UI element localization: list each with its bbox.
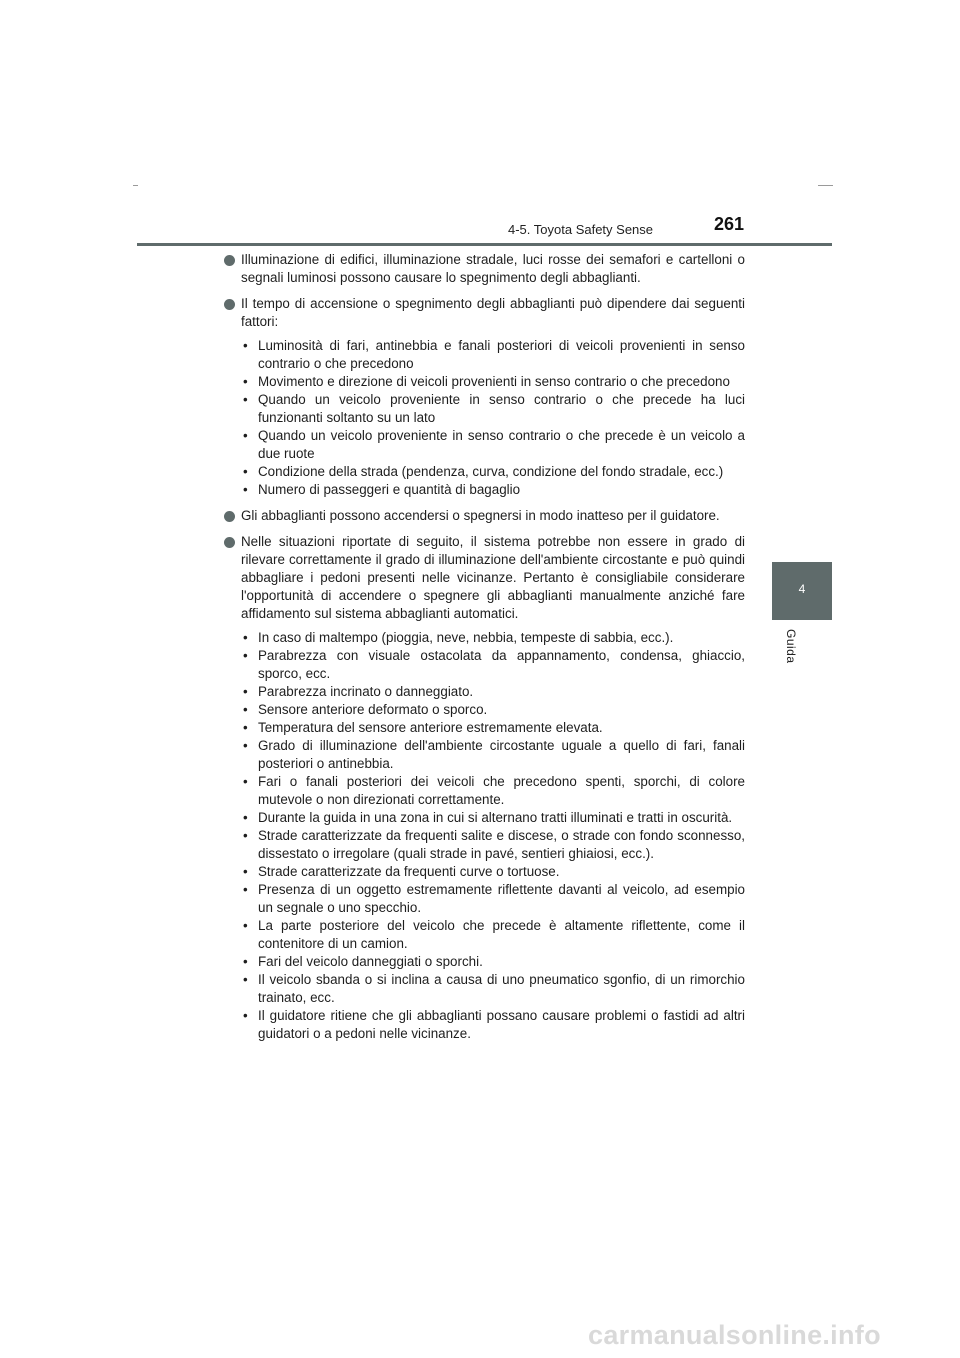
sub-list-item: • Il veicolo sbanda o si inclina a causa di uno pneumatico sgonfio, di un rimorchio trainato, ecc. — [241, 971, 745, 1007]
bullet-text: Illuminazione di edifici, illuminazione stradale, luci rosse dei semafori e cartelloni o segnali luminosi possono causare lo spegnimento degli abbaglianti. — [241, 252, 745, 285]
sub-list-item: • Condizione della strada (pendenza, curva, condizione del fondo stradale, ecc.) — [241, 463, 745, 481]
page-content — [224, 251, 745, 1051]
sub-list-item: • Temperatura del sensore anteriore estremamente elevata. — [241, 719, 745, 737]
chapter-tab — [772, 562, 832, 620]
sub-list — [224, 337, 745, 499]
bullet-item — [224, 533, 745, 623]
sub-list-item: • Luminosità di fari, antinebbia e fanali posteriori di veicoli provenienti in senso contrario o che precedono — [241, 337, 745, 373]
crop-mark-left — [133, 185, 138, 186]
sub-list-item: • Quando un veicolo proveniente in senso contrario o che precede è un veicolo a due ruote — [241, 427, 745, 463]
sub-list-item: • Fari del veicolo danneggiati o sporchi. — [241, 953, 745, 971]
bullet-dot-icon — [224, 255, 235, 266]
bullet-dot-icon — [224, 511, 235, 522]
bullet-text: Il tempo di accensione o spegnimento degli abbaglianti può dipendere dai seguenti fattori: — [241, 296, 745, 329]
sub-list-item: • Sensore anteriore deformato o sporco. — [241, 701, 745, 719]
sub-list-item: • Durante la guida in una zona in cui si alternano tratti illuminati e tratti in oscurità. — [241, 809, 745, 827]
chapter-number: 4 — [798, 582, 806, 596]
sub-list-item: • Grado di illuminazione dell'ambiente circostante uguale a quello di fari, fanali posteriori o antinebbia. — [241, 737, 745, 773]
sub-list-item: • In caso di maltempo (pioggia, neve, nebbia, tempeste di sabbia, ecc.). — [241, 629, 745, 647]
sub-list-item: • Numero di passeggeri e quantità di bagaglio — [241, 481, 745, 499]
crop-mark-right — [818, 185, 833, 186]
bullet-item — [224, 507, 745, 525]
sub-list-item: • Parabrezza incrinato o danneggiato. — [241, 683, 745, 701]
bullet-text: Nelle situazioni riportate di seguito, il sistema potrebbe non essere in grado di rilevare correttamente il grado di illuminazione dell'ambiente circostante e può quindi abbagliare i pedoni presenti nelle vicinanze. Pertanto è consigliabile considerare l'opportunità di accendere o spegnere gli abbaglianti manualmente anziché fare affidamento sul sistema abbaglianti automatici. — [241, 534, 745, 621]
section-title: 4-5. Toyota Safety Sense — [508, 222, 654, 237]
chapter-label: Guida — [784, 629, 798, 664]
sub-list-item: • Il guidatore ritiene che gli abbaglianti possano causare problemi o fastidi ad altri guidatori o a pedoni nelle vicinanze. — [241, 1007, 745, 1043]
sub-list-item: • Strade caratterizzate da frequenti curve o tortuose. — [241, 863, 745, 881]
watermark: carmanualsonline.info — [588, 1320, 881, 1350]
sub-list-item: • La parte posteriore del veicolo che precede è altamente riflettente, come il contenitore di un camion. — [241, 917, 745, 953]
sub-list-item: • Parabrezza con visuale ostacolata da appannamento, condensa, ghiaccio, sporco, ecc. — [241, 647, 745, 683]
bullet-dot-icon — [224, 537, 235, 548]
sub-list-item: • Fari o fanali posteriori dei veicoli che precedono spenti, sporchi, di colore mutevole o non direzionati correttamente. — [241, 773, 745, 809]
header-rule — [137, 243, 832, 246]
bullet-dot-icon — [224, 299, 235, 310]
sub-list-item: • Movimento e direzione di veicoli provenienti in senso contrario o che precedono — [241, 373, 745, 391]
sub-list-item: • Strade caratterizzate da frequenti salite e discese, o strade con fondo sconnesso, dissestato o irregolare (quali strade in pavé, sentieri ghiaiosi, ecc.). — [241, 827, 745, 863]
sub-list-item: • Quando un veicolo proveniente in senso contrario o che precede ha luci funzionanti soltanto su un lato — [241, 391, 745, 427]
sub-list — [224, 629, 745, 1043]
bullet-item — [224, 251, 745, 287]
sub-list-item: • Presenza di un oggetto estremamente riflettente davanti al veicolo, ad esempio un segnale o uno specchio. — [241, 881, 745, 917]
page-number: 261 — [714, 214, 745, 234]
bullet-text: Gli abbaglianti possono accendersi o spegnersi in modo inatteso per il guidatore. — [241, 508, 720, 523]
bullet-item — [224, 295, 745, 331]
